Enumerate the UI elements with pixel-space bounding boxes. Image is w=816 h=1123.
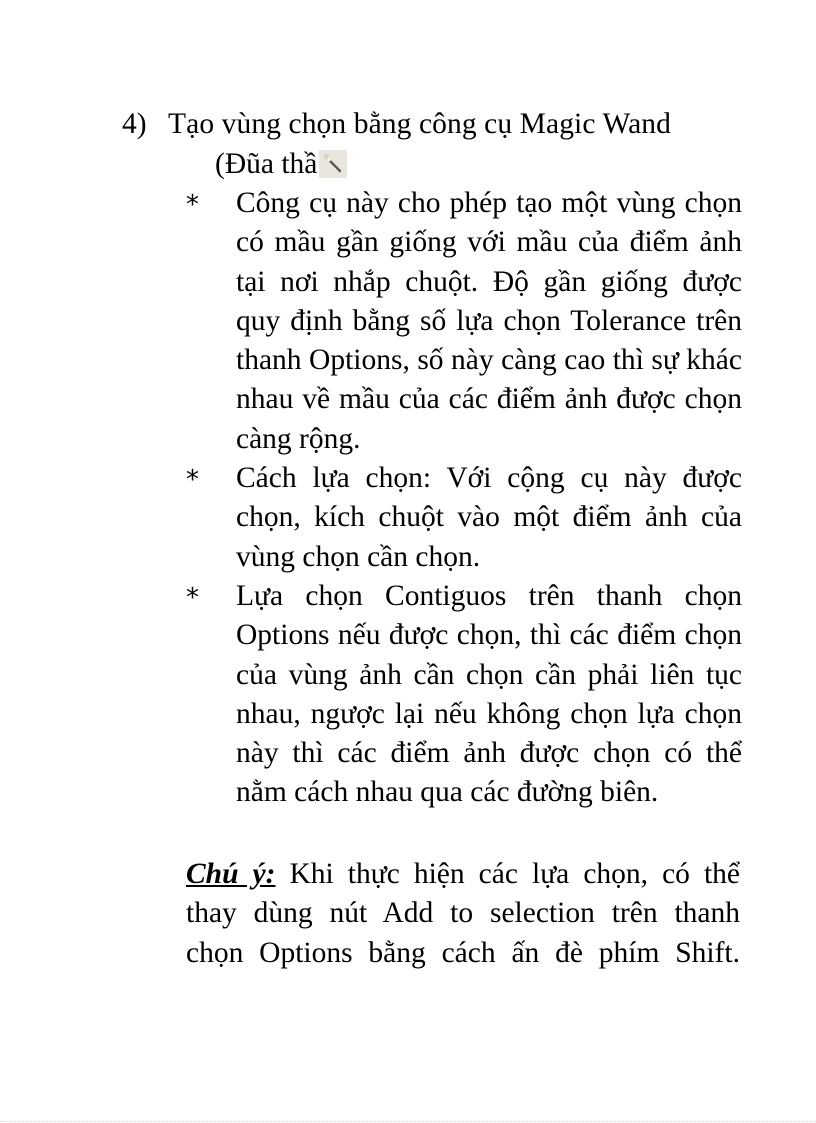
page-bottom-rule xyxy=(0,1121,816,1122)
section-title-line2-text: (Đũa thầ xyxy=(215,148,318,180)
note-line2: thay dùng nút Add to selection trên thanh xyxy=(186,897,740,930)
magic-wand-icon xyxy=(318,149,348,179)
bullet-marker: * xyxy=(186,582,199,613)
note-line1 xyxy=(186,855,740,894)
bullet-marker: * xyxy=(186,465,199,496)
bullet-list xyxy=(186,184,742,813)
bullet-item xyxy=(186,577,742,813)
note-paragraph xyxy=(186,855,740,973)
bullet-item xyxy=(186,184,742,459)
bullet-marker: * xyxy=(186,190,199,220)
bullet-text: Cách lựa chọn: Với cộng cụ này được chọn, kích chuột vào một điểm ảnh của vùng chọn cần chọn. xyxy=(236,462,742,573)
section-number: 4) xyxy=(122,108,147,140)
section-title-line2 xyxy=(215,144,348,184)
bullet-text: Công cụ này cho phép tạo một vùng chọn có mầu gần giống với mầu của điểm ảnh tại nơi nhắp chuột. Độ gần giống được quy định bằng số lựa chọn Tolerance trên thanh Options, số này càng cao thì sự khác nhau về mầu của các điểm ảnh được chọn càng rộng. xyxy=(236,187,742,455)
note-line1-text: Khi thực hiện các lựa chọn, có thể xyxy=(289,858,740,890)
note-line3: chọn Options bằng cách ấn đè phím Shift. xyxy=(186,936,740,969)
note-label: Chú ý: xyxy=(186,858,276,890)
section-title-line1: Tạo vùng chọn bằng công cụ Magic Wand xyxy=(168,108,671,140)
bullet-text: Lựa chọn Contiguos trên thanh chọn Options nếu được chọn, thì các điểm chọn của vùng ảnh cần chọn cần phải liên tục nhau, ngược lại nếu không chọn lựa chọn này thì các điểm ảnh được chọn có thể nằm cách nhau qua các đường biên. xyxy=(236,579,742,809)
bullet-item xyxy=(186,459,742,577)
